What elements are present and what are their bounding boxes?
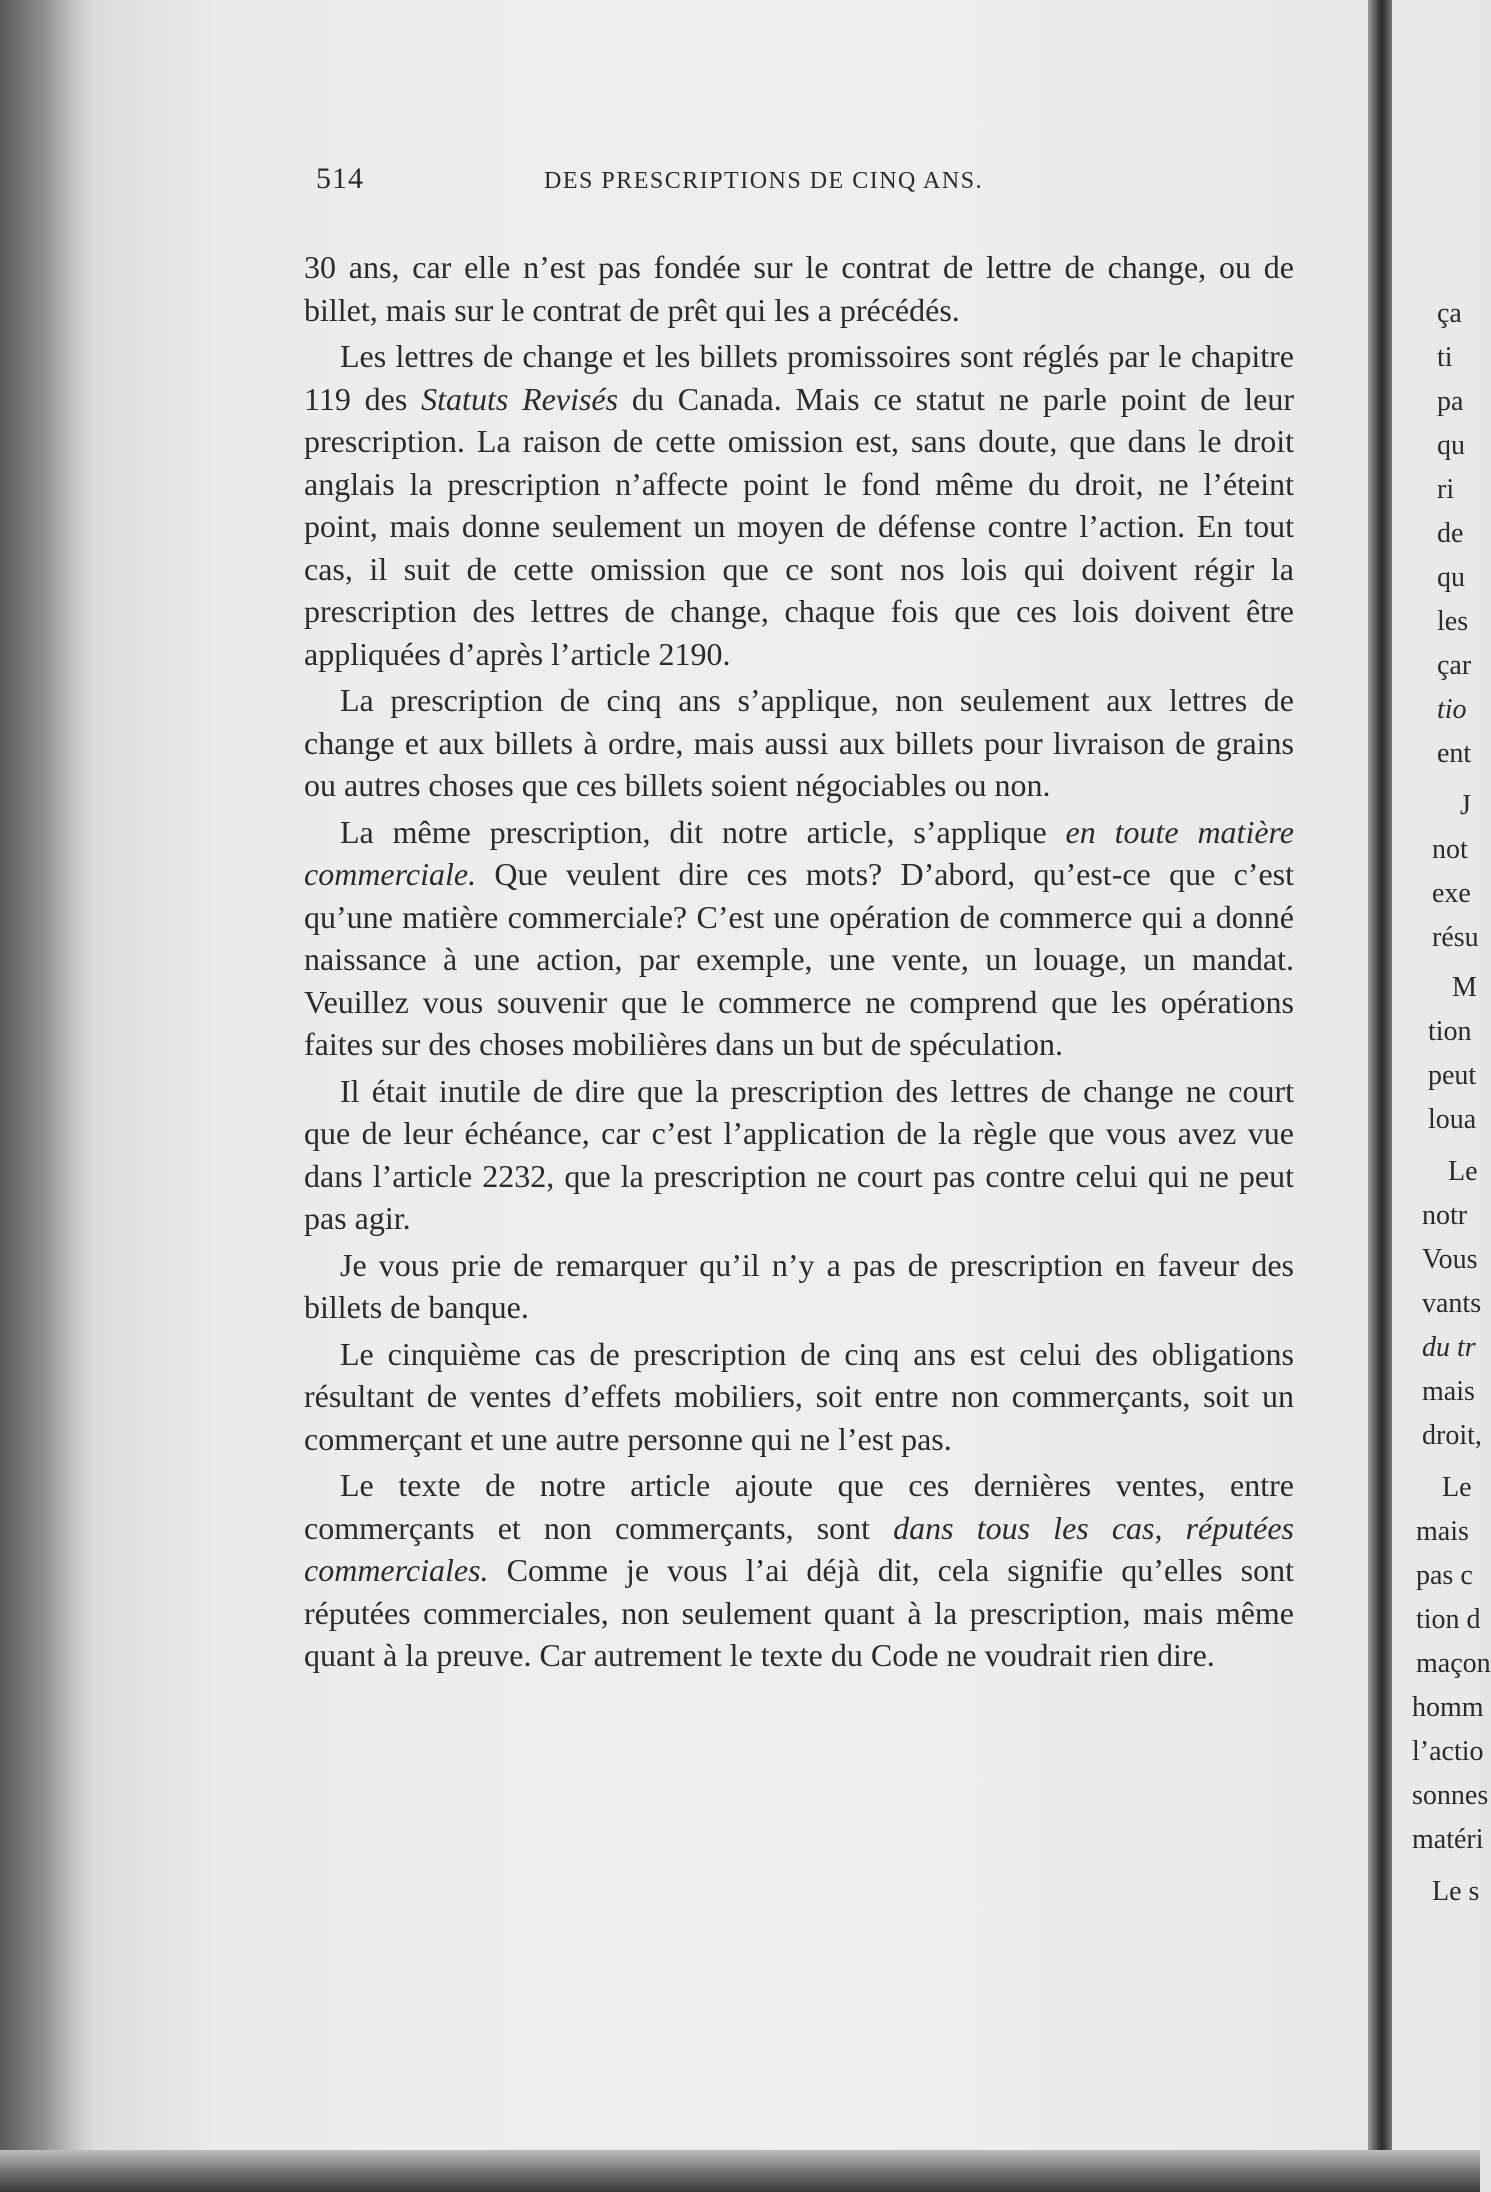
facing-page-fragment: notr [1422,1200,1468,1231]
paragraph-2 [304,335,1294,675]
paragraph-4-text-a: La même prescription, dit notre article, s’applique [340,813,1066,850]
facing-page-fragment: mais [1416,1516,1469,1547]
paragraph-8-text-b: Comme je vous l’ai déjà dit, cela signifie qu’elles sont réputées commerciales, non seulement quant à la prescription, mais même quant à la preuve. Car autrement le texte du Code ne voudrait rien dire. [304,1552,1294,1673]
facing-page-fragment: Le s [1432,1876,1480,1907]
paragraph-5: Il était inutile de dire que la prescription des lettres de change ne court que de leur échéance, car c’est l’application de la règle que vous avez vue dans l’article 2232, que la prescription ne court pas contre celui qui ne peut pas agir. [304,1072,1294,1236]
facing-page-fragment: maçon [1416,1648,1491,1679]
paragraph-2-text-a: Les lettres de change et les billets promissoires sont réglés par le chapitre 119 des [304,338,1294,417]
page-header [316,162,1316,202]
scan-edge-bottom [0,2150,1480,2192]
facing-page-fragment: matéri [1412,1824,1484,1855]
facing-page-fragment: loua [1428,1104,1477,1135]
facing-page-fragment: sonnes [1412,1780,1489,1811]
paragraph-6: Je vous prie de remarquer qu’il n’y a pas de prescription en faveur des billets de banque. [304,1246,1294,1325]
facing-page-fragment: du tr [1422,1332,1476,1363]
facing-page-fragment: Le [1442,1472,1472,1503]
facing-page-fragment: homm [1412,1692,1484,1723]
facing-page-fragment: ti [1437,342,1453,373]
facing-page-fragment: mais [1422,1376,1475,1407]
facing-page-fragment: ent [1437,738,1472,769]
facing-page-fragment: vants [1422,1288,1482,1319]
facing-page-fragment: exe [1432,878,1471,909]
facing-page-fragment: l’actio [1412,1736,1484,1767]
running-title: DES PRESCRIPTIONS DE CINQ ANS. [544,168,984,194]
facing-page-fragment: qu [1437,562,1465,593]
facing-page-fragment: de [1437,518,1464,549]
facing-page [1392,0,1491,2192]
facing-page-fragment: M [1452,972,1477,1003]
paragraph-8-text-a: Le texte de notre article ajoute que ces dernières ventes, entre commerçants et non commerçants, sont [304,1467,1294,1546]
facing-page-fragment: droit, [1422,1420,1482,1451]
facing-page-fragment: ri [1437,474,1455,505]
paragraph-4-text-b: Que veulent dire ces mots? D’abord, qu’est-ce que c’est qu’une matière commerciale? C’est une opération de commerce qui a donné naissance à une action, par exemple, une vente, un louage, un mandat. Veuillez vous souvenir que le commerce ne comprend que les opérations faites sur des choses mobilières dans un but de spéculation. [304,856,1294,1062]
facing-page-fragment: résu [1432,922,1479,953]
facing-page-fragment: çar [1437,650,1472,681]
facing-page-fragment: pa [1437,386,1464,417]
scan-edge-left [0,0,96,2192]
paragraph-3: La prescription de cinq ans s’applique, non seulement aux lettres de change et aux billets à ordre, mais aussi aux billets pour livraison de grains ou autres choses que ces billets soient négociables ou non. [304,682,1294,803]
facing-page-fragment: tio [1437,694,1467,725]
paragraph-1: 30 ans, car elle n’est pas fondée sur le contrat de lettre de change, ou de billet, mais sur le contrat de prêt qui les a précédés. [304,249,1294,328]
facing-page-fragment: qu [1437,430,1465,461]
paragraph-7: Le cinquième cas de prescription de cinq ans est celui des obligations résultant de ventes d’effets mobiliers, soit entre non commerçants, soit un commerçant et une autre personne qui ne l’est pas. [304,1335,1294,1457]
facing-page-fragment: Vous [1422,1244,1478,1275]
paragraph-2-text-b: du Canada. Mais ce statut ne parle point de leur prescription. La raison de cette omission est, sans doute, que dans le droit anglais la prescription n’affecte point le fond même du droit, ne l’éteint point, mais donne seulement un moyen de défense contre l’action. En tout cas, il suit de cette omission que ce sont nos lois qui doivent régir la prescription des lettres de change, chaque fois que ces lois doivent être appliquées d’après l’article 2190. [304,380,1295,672]
paragraph-2-italic: Statuts Revisés [421,380,619,417]
paragraph-8-italic: dans tous les cas, réputées commerciales. [304,1509,1295,1588]
body-text [304,246,1294,1681]
paragraph-4-italic: en toute matière commerciale. [304,813,1295,892]
paragraph-4 [304,811,1294,1066]
paragraph-8 [304,1464,1294,1677]
facing-page-fragment: pas c [1416,1560,1473,1591]
facing-page-fragment: tion [1428,1016,1472,1047]
facing-page-fragment: les [1437,606,1469,637]
facing-page-fragment: tion d [1416,1604,1481,1635]
facing-page-fragment: peut [1428,1060,1477,1091]
facing-page-fragment: ça [1437,298,1462,329]
facing-page-fragment: Le [1448,1156,1478,1187]
book-gutter [1368,0,1392,2192]
page-number: 514 [316,162,364,195]
facing-page-fragment: not [1432,834,1468,865]
facing-page-fragment: J [1460,790,1471,821]
